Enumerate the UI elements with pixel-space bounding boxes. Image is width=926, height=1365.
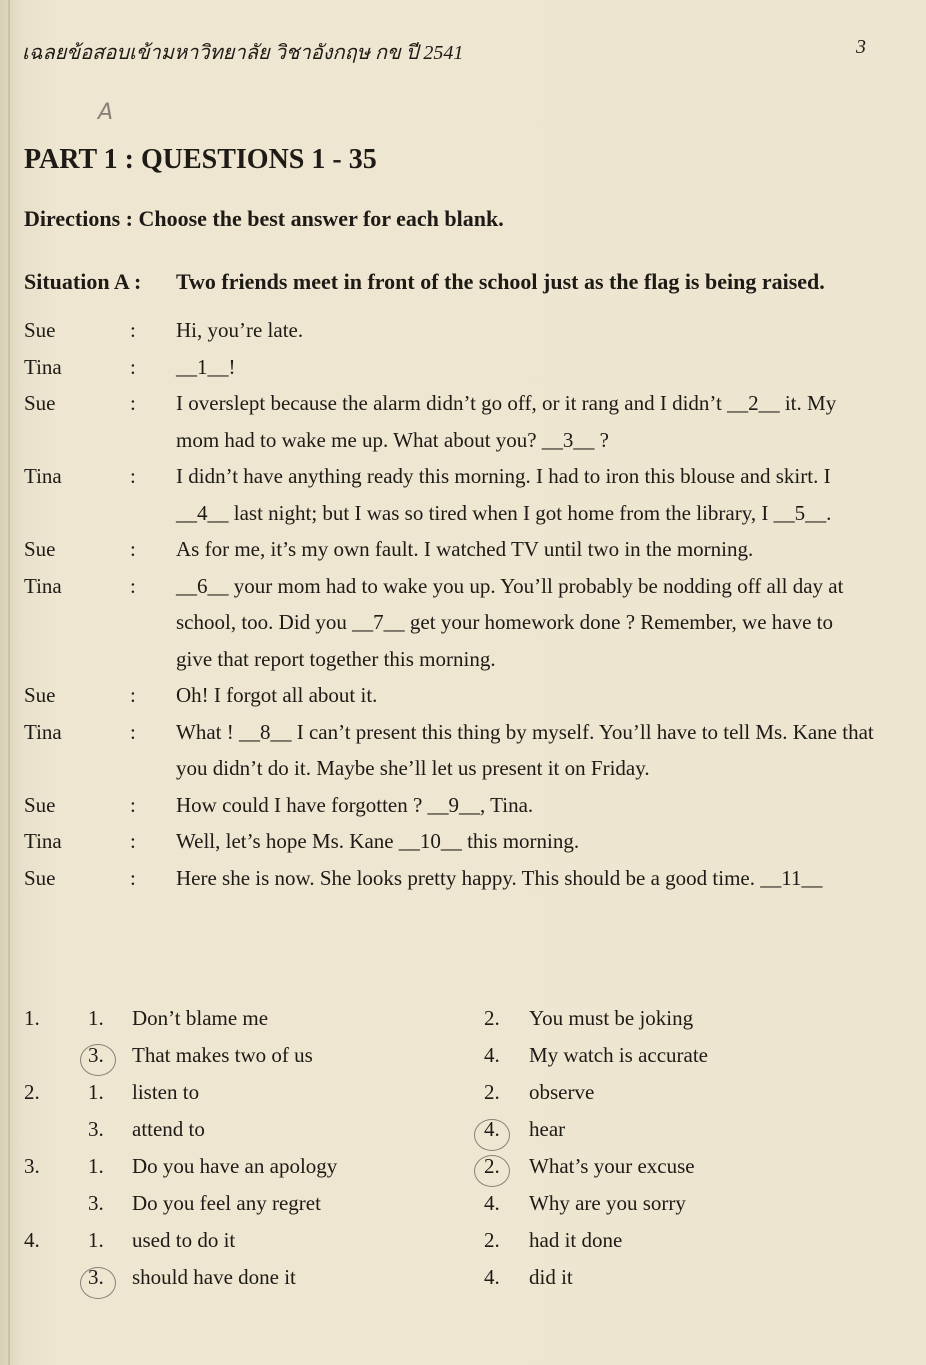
option-row	[24, 1006, 884, 1043]
choice-text: hear	[529, 1117, 566, 1141]
colon: :	[130, 683, 136, 707]
choice-text: Don’t blame me	[132, 1006, 269, 1030]
speaker: Tina	[24, 719, 62, 744]
choice-text: Do you have an apology	[132, 1154, 338, 1178]
dialogue-line	[24, 312, 874, 349]
situation-text: Two friends meet in front of the school just as the flag is being raised.	[176, 269, 825, 294]
line-text: I overslept because the alarm didn’t go off, or it rang and I didn’t __2__ it. My mom had to wake me up. What about you? __3__ ?	[176, 391, 837, 452]
page-spine-shadow	[8, 0, 10, 1365]
answer-circle-mark	[474, 1119, 510, 1151]
colon: :	[130, 719, 136, 744]
colon: :	[130, 391, 136, 415]
colon: :	[130, 792, 136, 817]
choice-text: used to do it	[132, 1228, 236, 1252]
dialogue-line	[24, 385, 874, 458]
choice-text: My watch is accurate	[529, 1043, 709, 1067]
choice-number: 1.	[88, 1154, 104, 1178]
choice-text: observe	[529, 1080, 595, 1104]
answer-options	[24, 1006, 884, 1302]
line-text: How could I have forgotten ? __9__, Tina.	[176, 792, 534, 817]
dialogue-line	[24, 531, 874, 568]
part-title: PART 1 : QUESTIONS 1 - 35	[24, 144, 377, 175]
line-text: I didn’t have anything ready this morning. I had to iron this blouse and skirt. I __4__ last night; but I was so tired when I got home from the library, I __5__.	[176, 464, 832, 525]
question-number: 1.	[24, 1006, 40, 1030]
page-number: 3	[856, 36, 866, 58]
option-row	[24, 1265, 884, 1302]
page-header	[22, 36, 866, 66]
situation-heading	[24, 269, 825, 295]
choice-text: Do you feel any regret	[132, 1191, 321, 1215]
situation-label: Situation A :	[24, 269, 142, 294]
handwritten-mark: A	[98, 100, 114, 125]
choice-number: 3.	[88, 1265, 104, 1289]
choice-number: 4.	[484, 1043, 500, 1067]
speaker: Sue	[24, 391, 56, 415]
colon: :	[130, 829, 136, 853]
line-text: Hi, you’re late.	[176, 318, 304, 342]
option-row	[24, 1191, 884, 1228]
option-row	[24, 1228, 884, 1265]
choice-text: should have done it	[132, 1265, 296, 1289]
answer-circle-mark	[80, 1044, 116, 1076]
answer-circle-mark	[80, 1267, 116, 1299]
choice-number: 2.	[484, 1228, 500, 1252]
choice-text: attend to	[132, 1117, 205, 1141]
choice-number: 4.	[484, 1265, 500, 1289]
dialogue-line	[24, 860, 874, 897]
line-text: __1__!	[176, 354, 236, 379]
choice-text: did it	[529, 1265, 573, 1289]
dialogue-line	[24, 714, 874, 787]
choice-text: Why are you sorry	[529, 1191, 686, 1215]
option-row	[24, 1043, 884, 1080]
choice-number: 3.	[88, 1191, 104, 1215]
choice-text: That makes two of us	[132, 1043, 313, 1067]
choice-text: listen to	[132, 1080, 200, 1104]
dialogue-line	[24, 349, 874, 386]
choice-text: What’s your excuse	[529, 1154, 695, 1178]
line-text: __6__ your mom had to wake you up. You’ll probably be nodding off all day at school, too. Did you __7__ get your homework done ? Remember, we have to give that report together this morning.	[176, 573, 844, 671]
header-title: เฉลยข้อสอบเข้ามหาวิทยาลัย วิชาอังกฤษ กข ปี 2541	[22, 42, 464, 64]
question-number: 4.	[24, 1228, 40, 1252]
choice-number: 2.	[484, 1006, 500, 1030]
speaker: Tina	[24, 354, 62, 379]
speaker: Tina	[24, 573, 62, 598]
option-row	[24, 1117, 884, 1154]
colon: :	[130, 537, 136, 561]
line-text: As for me, it’s my own fault. I watched TV until two in the morning.	[176, 537, 754, 561]
choice-number: 2.	[484, 1154, 500, 1178]
dialogue-line	[24, 568, 874, 678]
question-number: 2.	[24, 1080, 40, 1104]
choice-number: 1.	[88, 1228, 104, 1252]
speaker: Sue	[24, 792, 56, 817]
line-text: Oh! I forgot all about it.	[176, 683, 378, 707]
answer-circle-mark	[474, 1155, 510, 1187]
dialogue-line	[24, 823, 874, 860]
option-row	[24, 1154, 884, 1191]
colon: :	[130, 865, 136, 890]
speaker: Sue	[24, 683, 56, 707]
dialogue-line	[24, 458, 874, 531]
colon: :	[130, 318, 136, 342]
colon: :	[130, 354, 136, 379]
dialogue-line	[24, 787, 874, 824]
choice-text: had it done	[529, 1228, 623, 1252]
line-text: Here she is now. She looks pretty happy. This should be a good time. __11__	[176, 865, 823, 890]
colon: :	[130, 573, 136, 598]
question-number: 3.	[24, 1154, 40, 1178]
choice-number: 2.	[484, 1080, 500, 1104]
speaker: Tina	[24, 829, 62, 853]
speaker: Sue	[24, 318, 56, 342]
choice-text: You must be joking	[529, 1006, 694, 1030]
dialogue	[24, 312, 874, 896]
colon: :	[130, 464, 136, 488]
choice-number: 3.	[88, 1117, 104, 1141]
speaker: Tina	[24, 464, 62, 488]
speaker: Sue	[24, 537, 56, 561]
line-text: Well, let’s hope Ms. Kane __10__ this morning.	[176, 829, 580, 853]
dialogue-line	[24, 677, 874, 714]
choice-number: 1.	[88, 1006, 104, 1030]
directions: Directions : Choose the best answer for each blank.	[24, 206, 504, 231]
choice-number: 1.	[88, 1080, 104, 1104]
speaker: Sue	[24, 865, 56, 890]
line-text: What ! __8__ I can’t present this thing by myself. You’ll have to tell Ms. Kane that you didn’t do it. Maybe she’ll let us present it on Friday.	[176, 719, 874, 780]
choice-number: 4.	[484, 1191, 500, 1215]
option-row	[24, 1080, 884, 1117]
choice-number: 4.	[484, 1117, 500, 1141]
choice-number: 3.	[88, 1043, 104, 1067]
